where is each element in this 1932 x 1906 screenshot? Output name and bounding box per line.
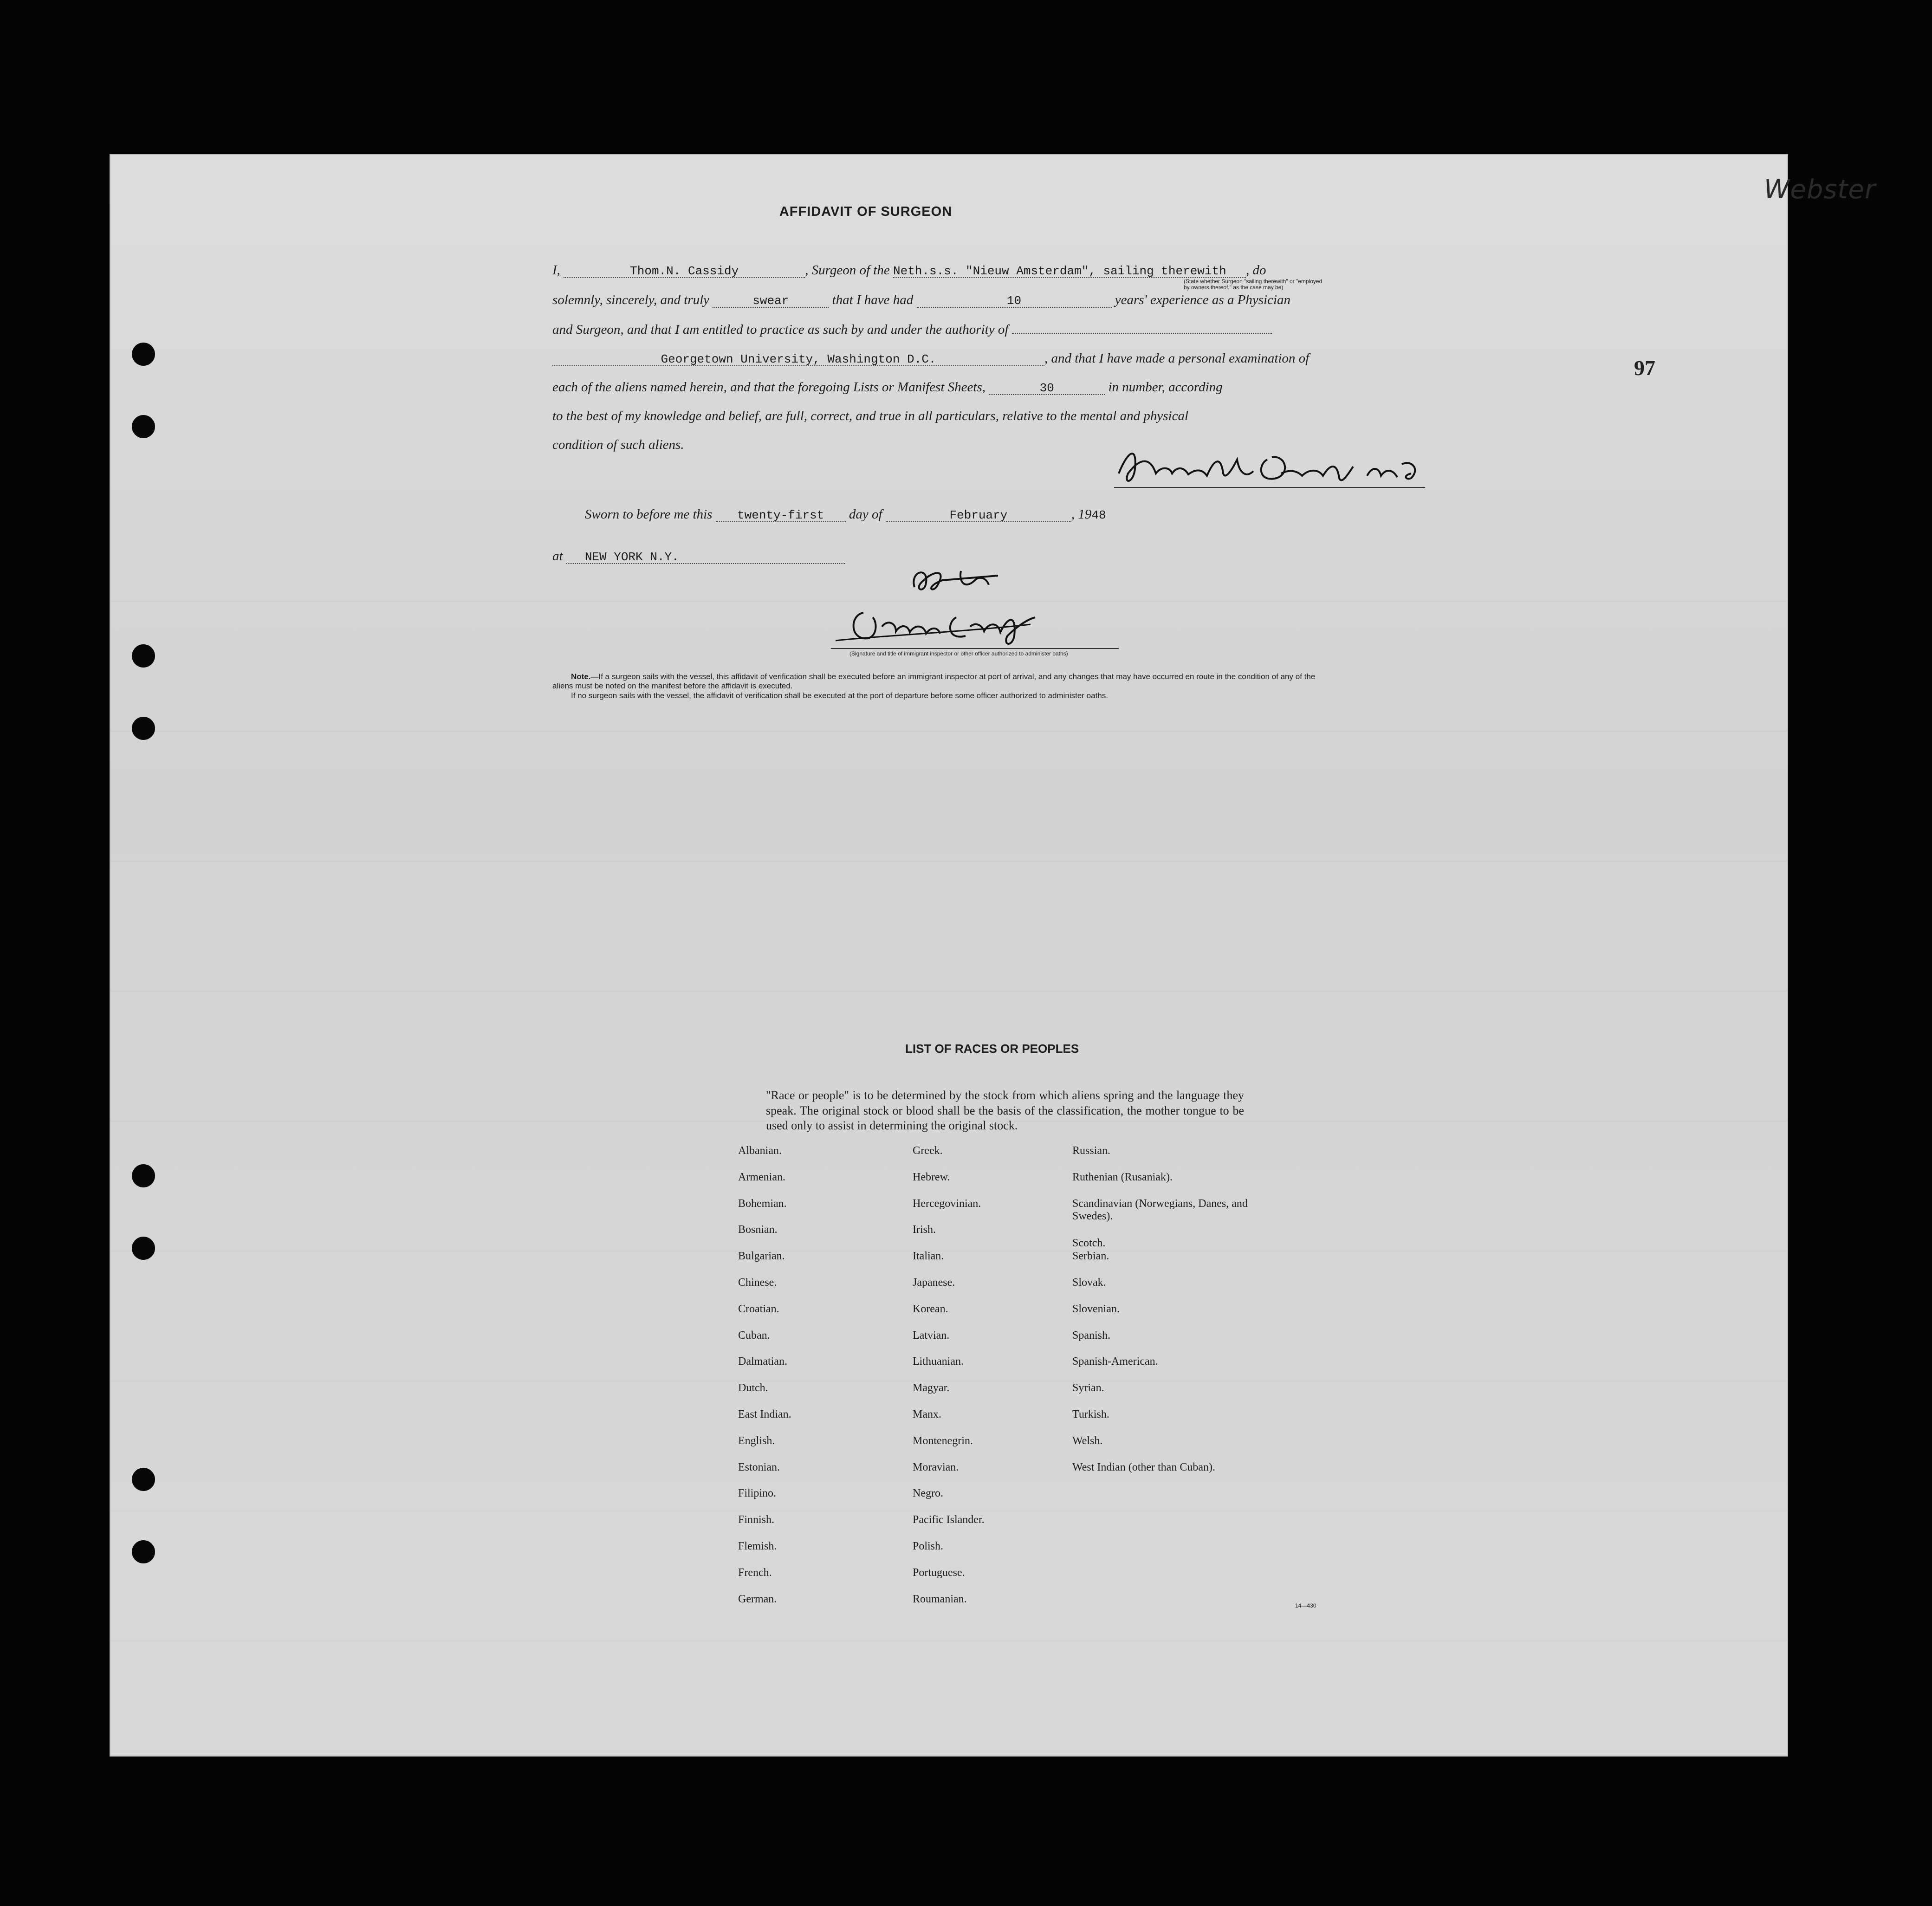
races-column-2 — [913, 1145, 1052, 1619]
race-item: Polish. — [913, 1540, 944, 1552]
ghost-row — [110, 991, 1787, 992]
surgeon-status-note: (State whether Surgeon "sailing therewith" or "employed by owners thereof," as the case may be) — [1184, 278, 1323, 291]
sworn-year-field: 48 — [1091, 508, 1106, 522]
race-item: Syrian. — [1072, 1382, 1104, 1394]
note-text-2: If no surgeon sails with the vessel, the affidavit of verification shall be executed at the port of departure before some officer authorized to administer oaths. — [571, 691, 1108, 700]
affidavit-line-6: to the best of my knowledge and belief, are full, correct, and true in all particulars, relative to the mental and physical — [552, 408, 1189, 423]
years-field: 10 — [917, 295, 1112, 308]
aff-text: , and that I have made a personal examination of — [1044, 351, 1310, 366]
ghost-row — [110, 601, 1787, 602]
race-item: Scandinavian (Norwegians, Danes, and Swedes). — [1072, 1197, 1248, 1223]
race-item: Ruthenian (Rusaniak). — [1072, 1171, 1173, 1183]
affidavit-line-5 — [552, 381, 1223, 395]
race-item: Lithuanian. — [913, 1355, 964, 1368]
race-item: Finnish. — [738, 1514, 775, 1526]
aff-text: day of — [849, 507, 882, 522]
races-description: "Race or people" is to be determined by the stock from which aliens spring and the language they speak. The original stock or blood shall be the basis of the classification, the mother tongue to be used only to assist in determining the original stock. — [766, 1089, 1244, 1132]
race-item: Moravian. — [913, 1461, 959, 1473]
at-line — [552, 550, 845, 564]
officer-signature — [831, 603, 1072, 650]
ghost-row — [110, 1640, 1787, 1641]
punch-hole — [132, 415, 155, 438]
form-number: 14—430 — [1295, 1602, 1316, 1609]
aff-text: each of the aliens named herein, and that the foregoing Lists or Manifest Sheets, — [552, 380, 985, 395]
punch-hole — [132, 644, 155, 668]
punch-hole — [132, 1540, 155, 1563]
affidavit-note — [552, 672, 1332, 700]
race-item: Spanish-American. — [1072, 1355, 1158, 1368]
sheets-field: 30 — [989, 382, 1105, 395]
punch-hole — [132, 343, 155, 366]
affidavit-line-3 — [552, 323, 1272, 337]
race-item: Croatian. — [738, 1303, 779, 1315]
race-item: Negro. — [913, 1487, 943, 1500]
note-text-1: —If a surgeon sails with the vessel, this affidavit of verification shall be executed before an immigrant inspector at port of arrival, and any changes that may have occurred en route in the condition of any of the aliens must be noted on the manifest before the affidavit is executed. — [552, 672, 1316, 691]
corner-annotation: Webster — [1764, 175, 1876, 205]
ghost-row — [110, 731, 1787, 732]
aff-text: that I have had — [832, 292, 914, 307]
race-item: East Indian. — [738, 1408, 791, 1420]
race-item: Hercegovinian. — [913, 1197, 981, 1210]
affidavit-line-2 — [552, 293, 1290, 308]
ghost-row — [110, 861, 1787, 862]
officer-signature-line — [831, 648, 1119, 649]
race-item: Filipino. — [738, 1487, 777, 1500]
race-item: Bosnian. — [738, 1224, 778, 1236]
race-item: Pacific Islander. — [913, 1514, 985, 1526]
race-item: Korean. — [913, 1303, 948, 1315]
aff-text: in number, according — [1108, 380, 1223, 395]
race-item: Cuban. — [738, 1329, 770, 1342]
note-label: Note. — [571, 672, 591, 681]
vessel-field: Neth.s.s. "Nieuw Amsterdam", sailing therewith — [893, 265, 1246, 278]
sworn-line — [585, 508, 1106, 522]
race-item: Latvian. — [913, 1329, 950, 1342]
race-item: English. — [738, 1434, 775, 1447]
affidavit-line-7: condition of such aliens. — [552, 437, 684, 452]
punch-hole — [132, 1164, 155, 1187]
race-item: Slovak. — [1072, 1276, 1106, 1289]
aff-text: Sworn to before me this — [585, 507, 713, 522]
race-item: Serbian. — [1072, 1250, 1109, 1263]
race-item: Flemish. — [738, 1540, 777, 1552]
oath-field: swear — [713, 295, 829, 308]
race-item: Bulgarian. — [738, 1250, 785, 1263]
race-item: Scotch. — [1072, 1237, 1106, 1249]
races-column-1 — [738, 1145, 887, 1619]
punch-hole — [132, 1237, 155, 1260]
punch-hole — [132, 717, 155, 740]
race-item: Japanese. — [913, 1276, 955, 1289]
aff-text: , Surgeon of the — [805, 263, 890, 278]
affidavit-line-4 — [552, 352, 1309, 366]
races-column-3 — [1072, 1145, 1249, 1474]
race-item: Dalmatian. — [738, 1355, 787, 1368]
officer-caption: (Signature and title of immigrant inspector or other officer authorized to administer oaths) — [849, 650, 1068, 657]
officer-initials-signature — [905, 562, 1007, 599]
aff-text: , 19 — [1071, 507, 1092, 522]
race-item: Montenegrin. — [913, 1434, 973, 1447]
race-item: Armenian. — [738, 1171, 785, 1183]
surgeon-signature — [1114, 441, 1430, 497]
race-item: Spanish. — [1072, 1329, 1111, 1342]
aff-text: solemnly, sincerely, and truly — [552, 292, 710, 307]
race-item: Portuguese. — [913, 1566, 965, 1579]
surgeon-name-field: Thom.N. Cassidy — [564, 265, 805, 278]
race-item: Turkish. — [1072, 1408, 1109, 1420]
race-item: Slovenian. — [1072, 1303, 1120, 1315]
aff-text: I, — [552, 263, 560, 278]
race-item: West Indian (other than Cuban). — [1072, 1461, 1215, 1473]
race-item: Magyar. — [913, 1382, 950, 1394]
place-field: NEW YORK N.Y. — [566, 551, 845, 564]
race-item: Greek. — [913, 1145, 943, 1157]
race-item: Dutch. — [738, 1382, 768, 1394]
race-item: Chinese. — [738, 1276, 777, 1289]
race-item: Irish. — [913, 1224, 936, 1236]
race-item: Bohemian. — [738, 1197, 787, 1210]
race-item: Hebrew. — [913, 1171, 950, 1183]
race-item: Italian. — [913, 1250, 944, 1263]
page-number: 97 — [1634, 356, 1655, 380]
race-item: Estonian. — [738, 1461, 780, 1473]
race-item: French. — [738, 1566, 772, 1579]
affidavit-line-1 — [552, 264, 1266, 278]
affidavit-title: AFFIDAVIT OF SURGEON — [779, 204, 953, 219]
aff-text: , do — [1246, 263, 1266, 278]
races-title: LIST OF RACES OR PEOPLES — [905, 1042, 1079, 1056]
sworn-day-field: twenty-first — [716, 509, 846, 522]
race-item: Roumanian. — [913, 1593, 967, 1605]
race-item: German. — [738, 1593, 777, 1605]
authority-blank — [1012, 333, 1272, 334]
authority-field: Georgetown University, Washington D.C. — [552, 353, 1044, 366]
race-item: Russian. — [1072, 1145, 1111, 1157]
punch-hole — [132, 1468, 155, 1491]
aff-text: and Surgeon, and that I am entitled to practice as such by and under the authority of — [552, 322, 1009, 337]
sworn-month-field: February — [886, 509, 1071, 522]
race-item: Albanian. — [738, 1145, 782, 1157]
race-item: Manx. — [913, 1408, 941, 1420]
aff-text: years' experience as a Physician — [1115, 292, 1291, 307]
aff-text: at — [552, 549, 563, 564]
affidavit-section — [552, 204, 1430, 657]
race-item: Welsh. — [1072, 1434, 1103, 1447]
